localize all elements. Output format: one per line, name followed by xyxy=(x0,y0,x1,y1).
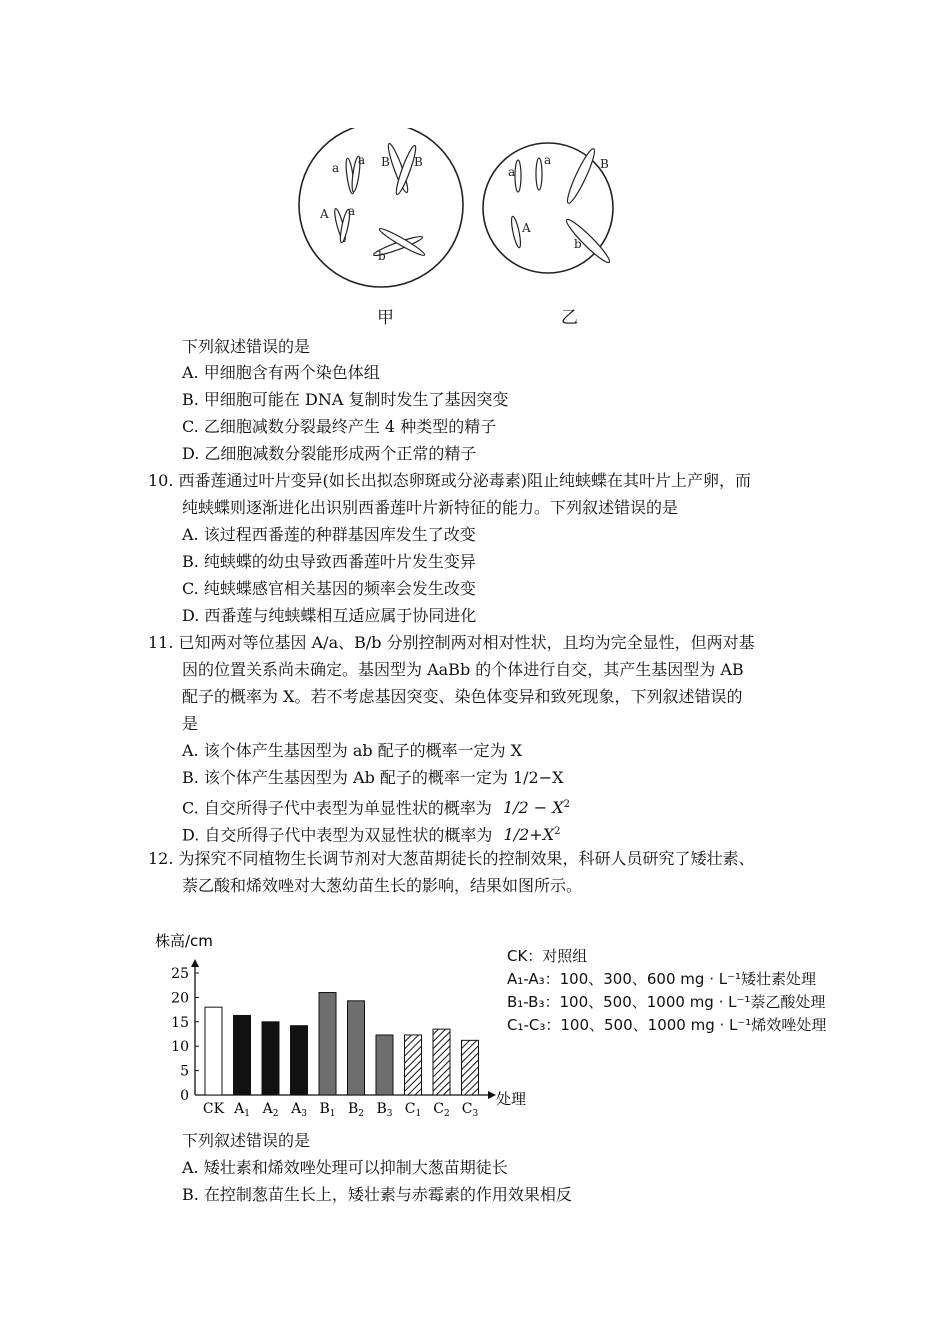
q11-option-d-exp: 2 xyxy=(554,826,561,837)
q11-option-c-expr: 1/2 − X xyxy=(502,798,564,818)
q10-stem-line1: 10. 西番莲通过叶片变异(如长出拟态卵斑或分泌毒素)阻止纯蛱蝶在其叶片上产卵，而 xyxy=(148,471,752,490)
chrom-label: a xyxy=(332,161,340,175)
x-tick-label: $A_2$ xyxy=(262,1101,279,1119)
y-tick-label: 0 xyxy=(180,1088,189,1104)
legend-ck: CK：对照组 xyxy=(507,947,588,965)
chrom-label: A xyxy=(522,221,531,235)
plant-height-bar-chart xyxy=(150,928,550,1123)
y-tick-label: 15 xyxy=(171,1014,189,1031)
chrom-label: a xyxy=(544,153,552,167)
x-tick-label: $B_3$ xyxy=(376,1101,393,1119)
x-tick-label: $A_1$ xyxy=(234,1101,250,1119)
q11-option-d xyxy=(182,821,560,846)
q11-stem-line2: 因的位置关系尚未确定。基因型为 AaBb 的个体进行自交，其产生基因型为 AB xyxy=(182,660,744,679)
q9-option-b: B. 甲细胞可能在 DNA 复制时发生了基因突变 xyxy=(182,390,509,409)
x-tick-label: $A_3$ xyxy=(291,1101,307,1119)
y-tick-label: 10 xyxy=(171,1039,189,1056)
q11-option-b: B. 该个体产生基因型为 Ab 配子的概率一定为 1/2−X xyxy=(182,768,564,787)
bar-A1 xyxy=(234,1015,251,1095)
chrom-label: a xyxy=(508,165,516,179)
x-tick-label: CK xyxy=(202,1101,225,1117)
q11-option-c-text: C. 自交所得子代中表型为单显性状的概率为 xyxy=(182,798,492,818)
bar-C3 xyxy=(462,1040,479,1095)
q10-option-a: A. 该过程西番莲的种群基因库发生了改变 xyxy=(182,525,476,544)
chrom-label: b xyxy=(574,237,582,251)
y-tick-label: 20 xyxy=(171,990,189,1007)
q12-stem-line1: 12. 为探究不同植物生长调节剂对大葱苗期徒长的控制效果，科研人员研究了矮壮素、 xyxy=(148,849,755,868)
q10-option-b: B. 纯蛱蝶的幼虫导致西番莲叶片发生变异 xyxy=(182,552,476,571)
x-tick-label: $C_1$ xyxy=(404,1101,422,1119)
cell-jia-chromosomes xyxy=(333,142,427,258)
legend-b: B₁-B₃：100、500、1000 mg · L⁻¹萘乙酸处理 xyxy=(507,993,826,1011)
y-axis-label: 株高/cm xyxy=(155,932,213,950)
bar-A2 xyxy=(262,1022,279,1095)
q10-option-c: C. 纯蛱蝶感官相关基因的频率会发生改变 xyxy=(182,579,476,598)
legend-a: A₁-A₃：100、300、600 mg · L⁻¹矮壮素处理 xyxy=(507,970,817,988)
q11-stem-line4: 是 xyxy=(182,714,199,733)
bar-B2 xyxy=(348,1001,365,1095)
chrom-label: B xyxy=(414,155,423,169)
x-tick-label: $C_2$ xyxy=(433,1101,450,1119)
q11-option-c xyxy=(182,794,570,819)
q9-option-a: A. 甲细胞含有两个染色体组 xyxy=(182,363,380,382)
cell-diagram xyxy=(298,128,618,328)
q12-stem-after: 下列叙述错误的是 xyxy=(182,1131,311,1150)
figure-label-yi: 乙 xyxy=(561,308,578,328)
chart-legend xyxy=(507,945,826,1037)
q9-stem: 下列叙述错误的是 xyxy=(182,337,311,356)
bar-A3 xyxy=(291,1026,308,1095)
q11-option-d-text: D. 自交所得子代中表型为双显性状的概率为 xyxy=(182,825,493,845)
q11-option-a: A. 该个体产生基因型为 ab 配子的概率一定为 X xyxy=(182,741,523,760)
x-tick-label: $C_3$ xyxy=(461,1101,479,1119)
y-tick-label: 5 xyxy=(180,1063,189,1080)
x-axis-arrow xyxy=(488,1091,496,1099)
q10-option-d: D. 西番莲与纯蛱蝶相互适应属于协同进化 xyxy=(182,606,477,625)
q11-stem-line1: 11. 已知两对等位基因 A/a、B/b 分别控制两对相对性状，且均为完全显性，但两对基 xyxy=(148,633,755,652)
q12-option-a: A. 矮壮素和烯效唑处理可以抑制大葱苗期徒长 xyxy=(182,1158,508,1177)
q12-stem-line2: 萘乙酸和烯效唑对大葱幼苗生长的影响，结果如图所示。 xyxy=(182,876,583,895)
y-axis-arrow xyxy=(191,959,199,967)
bar-C1 xyxy=(405,1035,422,1095)
bar-B3 xyxy=(376,1035,393,1095)
bar-B1 xyxy=(319,993,336,1095)
chrom-label: B xyxy=(600,157,609,171)
chrom-label: a xyxy=(358,153,366,167)
q11-stem-line3: 配子的概率为 X。若不考虑基因突变、染色体变异和致死现象，下列叙述错误的 xyxy=(182,687,743,706)
q9-option-c: C. 乙细胞减数分裂最终产生 4 种类型的精子 xyxy=(182,417,497,436)
y-tick-label: 25 xyxy=(171,966,189,982)
chrom-label: A xyxy=(320,207,329,221)
chrom-label: b xyxy=(378,249,386,263)
figure-label-jia: 甲 xyxy=(377,308,394,328)
bar-CK xyxy=(205,1007,222,1095)
q9-option-d: D. 乙细胞减数分裂能形成两个正常的精子 xyxy=(182,444,477,463)
chrom-label: a xyxy=(348,204,356,218)
legend-c: C₁-C₃：100、500、1000 mg · L⁻¹烯效唑处理 xyxy=(507,1016,827,1034)
chrom-label: B xyxy=(381,155,390,169)
x-tick-label: $B_1$ xyxy=(319,1101,336,1119)
q12-option-b: B. 在控制葱苗生长上，矮壮素与赤霉素的作用效果相反 xyxy=(182,1185,572,1204)
x-axis-label: 处理 xyxy=(496,1090,527,1108)
bar-C2 xyxy=(433,1029,450,1095)
q11-option-d-expr: 1/2+X xyxy=(503,825,555,845)
q11-option-c-exp: 2 xyxy=(563,799,571,810)
x-tick-label: $B_2$ xyxy=(347,1101,365,1119)
q10-stem-line2: 纯蛱蝶则逐渐进化出识别西番莲叶片新特征的能力。下列叙述错误的是 xyxy=(182,498,679,517)
